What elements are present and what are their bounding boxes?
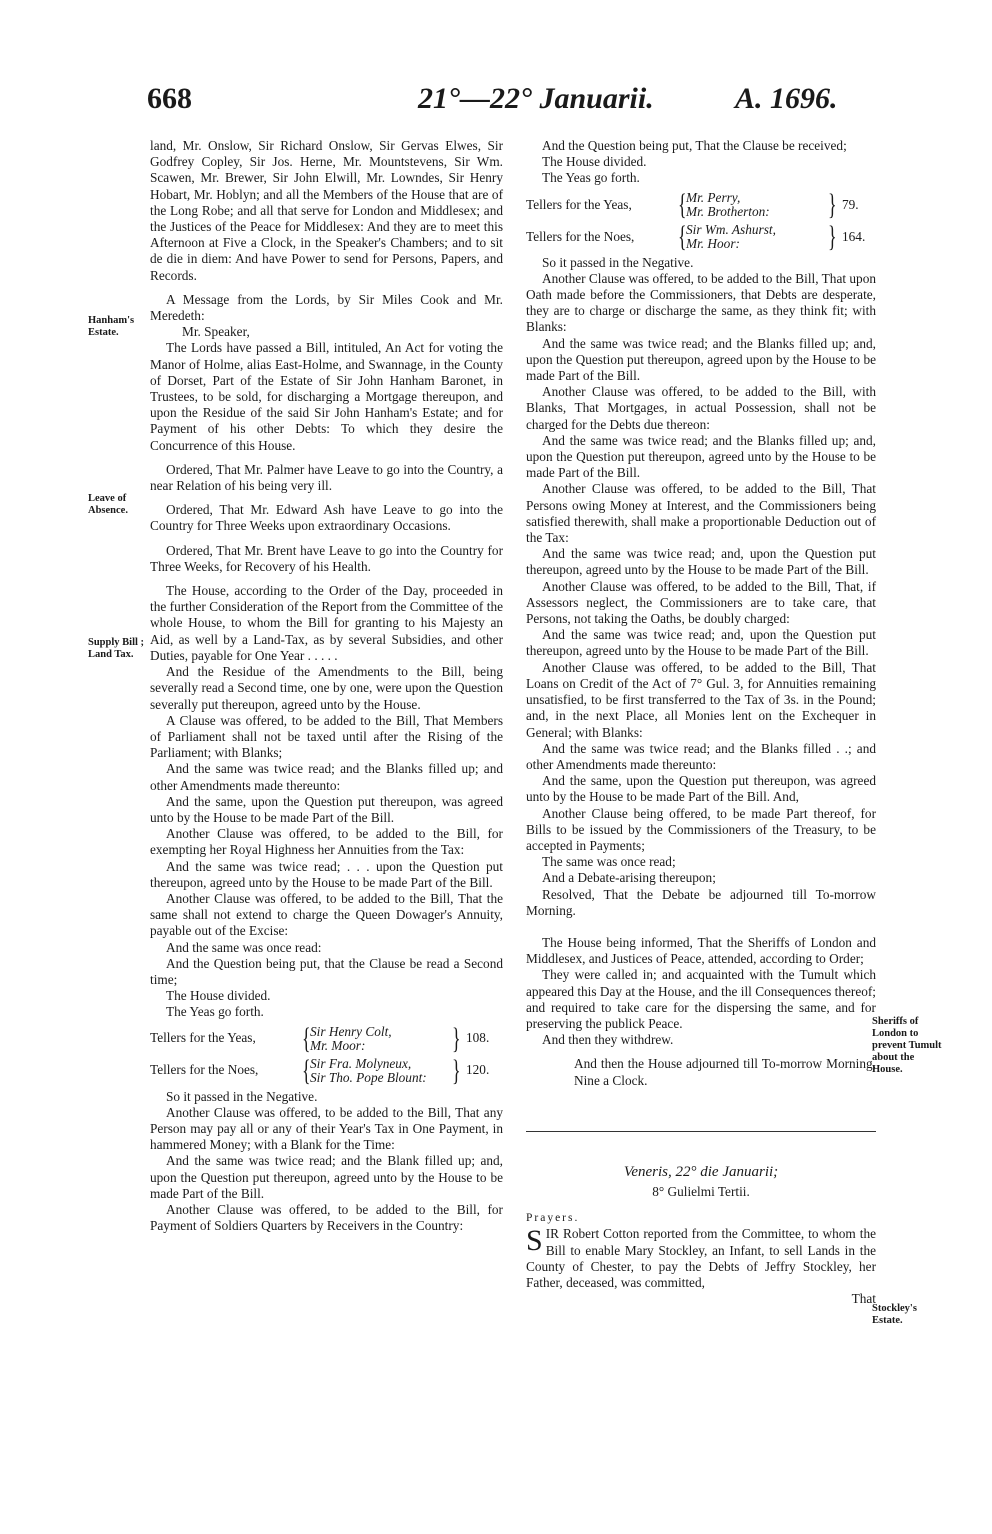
paragraph: So it passed in the Negative. [166,1088,318,1104]
paragraph: The Yeas go forth. [166,1004,264,1020]
brace: { [302,1021,311,1055]
paragraph: land, Mr. Onslow, Sir Richard Onslow, Sir Gervas Elwes, Sir Godfrey Copley, Sir Jos. Herne, Mr. Mountstevens, Sir Wm. Scawen, Mr. Brewer, Sir John Elwill, Mr. Lowndes, Sir Henry Hobart, Mr. Hoblyn; and all the Members of the House that are of the Long Robe; and all that serve for London and Middlesex; and the Justices of the Peace for Middlesex: And they are to meet this Afternoon at Five a Clock, in the Speaker's Chambers; and to sit de die in diem: And have Power to send for Persons, Papers, and Records. [150,138,503,283]
brace: } [828,219,837,253]
paragraph: The House divided. [542,154,647,170]
catchword: That [851,1291,876,1307]
tellers-names [310,1057,450,1085]
brace: { [678,219,687,253]
tellers-names [686,191,826,219]
tellers-block [526,189,876,253]
tellers-names [686,223,826,251]
paragraph: So it passed in the Negative. [542,254,694,270]
paragraph: Another Clause was offered, to be added to the Bill, for Payment of Soldiers Quarters by Receivers in the Country: [150,1201,503,1234]
margin-note-leave: Leave of Absence. [88,493,128,516]
tellers-yeas-row [526,189,876,221]
paragraph: And then they withdrew. [542,1032,674,1048]
paragraph [526,1226,876,1291]
paragraph: And the same was twice read; and the Blanks filled up; and, upon the Question put thereupon, agreed unto by the House to be made Part of the Bill. [526,432,876,481]
brace: { [678,187,687,221]
margin-note-hanham: Hanham's Estate. [88,315,135,338]
tellers-label: Tellers for the Yeas, [150,1030,256,1046]
paragraph: Another Clause was offered, to be added to the Bill, for exempting her Royal Highness her Annuities from the Tax: [150,826,503,858]
page-year: A. 1696. [735,82,838,115]
margin-note-stockley: Stockley's Estate. [872,1303,917,1326]
tellers-names [310,1025,450,1053]
tellers-count: 120. [466,1062,490,1078]
page-header [0,82,992,130]
paragraph: Another Clause was offered, to be added to the Bill, That, if Assessors neglect, the Commissioners are to take care, that Persons, not taking the Oaths, be doubly charged: [526,578,876,627]
teller-name: Mr. Brotherton: [686,203,770,219]
paragraph: And the same, upon the Question put thereupon, was agreed unto by the House to be made Part of the Bill. And, [526,773,876,805]
paragraph: The House divided. [166,988,271,1004]
tellers-count: 108. [466,1030,490,1046]
teller-name: Sir Henry Colt, [310,1023,392,1039]
paragraph: And the Question being put, That the Clause be received; [542,138,847,153]
page-number: 668 [147,82,192,115]
right-column [526,138,876,1307]
margin-note-supply: Supply Bill ; Land Tax. [88,637,145,660]
prayers-heading: Prayers. [526,1212,580,1225]
paragraph: Another Clause was offered, to be added to the Bill, That upon Oath made before the Commissioners, that Debts are desperate, they are to charge or discharge the same, as they think fit; with Blanks: [526,270,876,335]
paragraph: The Lords have passed a Bill, intituled, An Act for voting the Manor of Holme, alias East-Holme, and Swannage, in the County of Dorset, Part of the Estate of Sir John Hanham Baronet, in Trustees, to be sold, for discharging a Mortgage thereupon, and upon the Residue of the said Sir John Hanham's Estate; and for Payment of his other Debts: To which they desire the Concurrence of this House. [150,340,503,453]
teller-name: Sir Wm. Ashurst, [686,221,776,237]
paragraph-text: IR Robert Cotton reported from the Committee, to whom the Bill to enable Mary Stockley, an Infant, to sell Lands in the County of Chester, to pay the Debts of Jeffry Stockley, her Father, deceased, was committed, [526,1226,876,1290]
teller-name: Sir Fra. Molyneux, [310,1055,412,1071]
paragraph: Another Clause was offered, to be added to the Bill, That any Person may pay all or any of their Year's Tax in One Payment, in hammered Money; with a Blank for the Time: [150,1104,503,1153]
paragraph: A Message from the Lords, by Sir Miles Cook and Mr. Meredeth: [150,291,503,324]
teller-name: Mr. Perry, [686,189,741,205]
paragraph: Another Clause was offered, to be added to the Bill, That Loans on Credit of the Act of 7° Gul. 3, for Annuities remaining unsatisfied, to be first transferred to the Tax of 3s. in the Pound; and, in the next Place, all Monies lent on the Exchequer in General; with Blanks: [526,659,876,740]
paragraph: Another Clause was offered, to be added to the Bill, That Persons owing Money at Interest, and the Commissioners being satisfied therewith, shall make a proportionable Deduction out of the Tax: [526,481,876,546]
paragraph: And a Debate-arising thereupon; [542,870,716,886]
drop-cap: S [526,1224,543,1258]
tellers-label: Tellers for the Noes, [526,228,635,244]
paragraph: Ordered, That Mr. Edward Ash have Leave to go into the Country for Three Weeks upon extraordinary Occasions. [150,502,503,534]
tellers-noes-row [526,221,876,253]
day-title: Veneris, 22° die Januarii; [623,1163,779,1180]
teller-name: Mr. Moor: [310,1037,366,1053]
paragraph: Another Clause was offered, to be added to the Bill, with Blanks, That Mortgages, in actual Possession, shall not be charged for the Debts due thereon: [526,384,876,432]
paragraph: And the same was once read: [166,939,322,955]
tellers-noes-row [150,1055,503,1087]
regnal-year: 8° Gulielmi Tertii. [652,1183,750,1199]
paragraph: Another Clause being offered, to be made Part thereof, for Bills to be issued by the Commissioners of the Treasury, to be accepted in Payments; [526,805,876,853]
paragraph: A Clause was offered, to be added to the Bill, That Members of Parliament shall not be taxed until after the Rising of the Parliament; with Blanks; [150,712,503,761]
paragraph: And the same was twice read; and the Blanks filled up; and other Amendments made thereunto: [150,761,503,793]
paragraph: And the Question being put, that the Clause be read a Second time; [150,955,503,987]
teller-name: Mr. Hoor: [686,235,740,251]
paragraph: And the same was twice read; and the Blanks filled up; and, upon the Question put thereupon, agreed upon by the House to be made Part of the Bill. [526,335,876,384]
brace: } [452,1021,461,1055]
paragraph: Another Clause was offered, to be added to the Bill, That the same shall not extend to charge the Queen Dowager's Annuity, payable out of the Excise: [150,890,503,939]
paragraph: Mr. Speaker, [182,324,250,340]
brace: } [452,1053,461,1087]
adjournment-note: And then the House adjourned till To-morrow Morning, Nine a Clock. [574,1056,876,1088]
paragraph: Ordered, That Mr. Palmer have Leave to go into the Country, a near Relation of his being very ill. [150,461,503,494]
brace: { [302,1053,311,1087]
paragraph: And the same, upon the Question put thereupon, was agreed unto by the House to be made Part of the Bill. [150,793,503,825]
tellers-count: 79. [842,196,859,212]
brace: } [828,187,837,221]
tellers-label: Tellers for the Noes, [150,1062,259,1078]
tellers-count: 164. [842,228,866,244]
paragraph: The Yeas go forth. [542,170,640,186]
paragraph: They were called in; and acquainted with the Tumult which appeared this Day at the House, and the ill Consequences thereof; and required to take care for the dispersing the same, and for preserving the publick Peace. [526,967,876,1031]
paragraph: Resolved, That the Debate be adjourned till To-morrow Morning. [526,886,876,918]
paragraph: And the same was twice read; and the Blank filled up; and, upon the Question put thereupon, agreed unto by the House to be made Part of the Bill. [150,1153,503,1201]
margin-note-sheriffs: Sheriffs of London to prevent Tumult about the House. [872,1016,942,1075]
paragraph: And the same was twice read; and the Blanks filled . .; and other Amendments made thereunto: [526,740,876,772]
tellers-label: Tellers for the Yeas, [526,196,632,212]
paragraph: The same was once read; [542,854,676,870]
paragraph: The House being informed, That the Sheriffs of London and Middlesex, and Justices of Peace, attended, according to Order; [526,934,876,967]
paragraph: And the same was twice read; and, upon the Question put thereupon, agreed unto by the House to be made Part of the Bill. [526,546,876,578]
paragraph: The House, according to the Order of the Day, proceeded in the further Consideration of the Report from the Committee of the whole House, to whom the Bill for granting to his Majesty an Aid, as well by a Land-Tax, as by several Subsidies, and other Duties, payable for One Year . . . . . [150,583,503,663]
page-date: 21°—22° Januarii. [418,82,654,115]
teller-name: Sir Tho. Pope Blount: [310,1069,427,1085]
tellers-yeas-row [150,1023,503,1055]
tellers-block [150,1023,503,1087]
paragraph: And the same was twice read; and, upon the Question put thereupon, agreed unto by the House to be made Part of the Bill. [526,627,876,659]
paragraph: Ordered, That Mr. Brent have Leave to go into the Country for Three Weeks, for Recovery of his Health. [150,542,503,574]
paragraph: And the same was twice read; . . . upon the Question put thereupon, agreed unto by the House to be made Part of the Bill. [150,858,503,890]
paragraph: And the Residue of the Amendments to the Bill, being severally read a Second time, one by one, were upon the Question severally put thereupon, agreed unto by the House. [150,664,503,712]
divider [526,1131,876,1132]
left-column [150,138,503,1234]
